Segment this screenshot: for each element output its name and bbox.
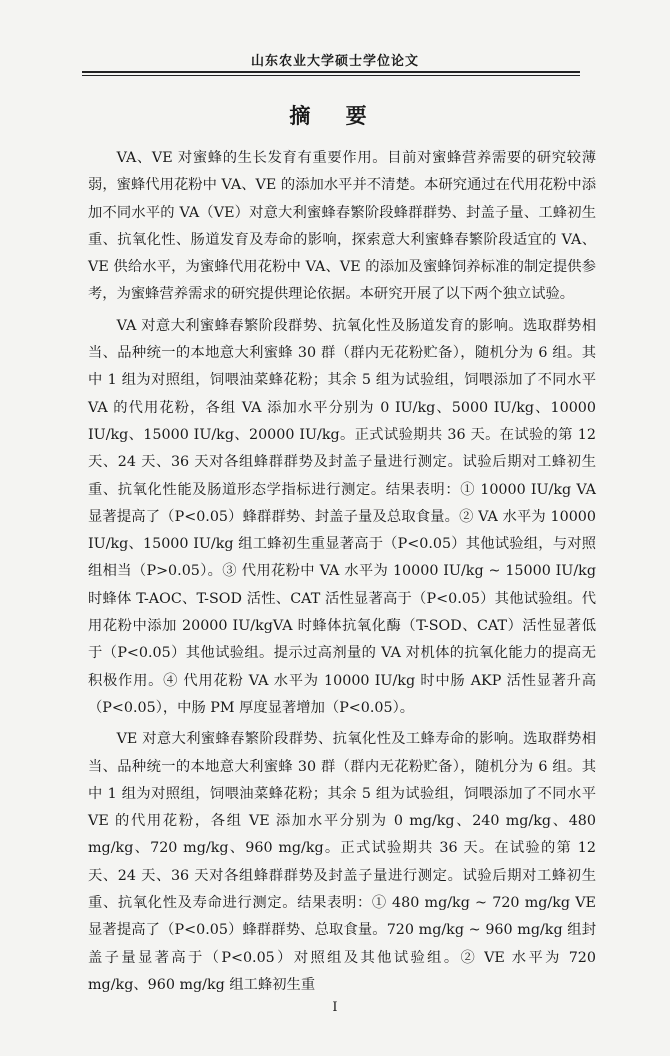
header-rule-thick [82, 71, 580, 73]
abstract-paragraph-ve-experiment: VE 对意大利蜜蜂春繁阶段群势、抗氧化性及工蜂寿命的影响。选取群势相当、品种统一的本地意大利蜜蜂 30 群（群内无花粉贮备），随机分为 6 组。其中 1 组为对照组，饲喂油菜蜂花粉；其余 5 组为试验组，饲喂添加了不同水平 VE 的代用花粉，各组 VE 添加水平分别为 0 mg/kg、240 mg/kg、480 mg/kg、720 mg/kg、960 mg/kg。正式试验期共 36 天。在试验的第 12 天、24 天、36 天对各组蜂群群势及封盖子量进行测定。试验后期对工蜂初生重、抗氧化性及寿命进行测定。结果表明：① 480 mg/kg ~ 720 mg/kg VE 显著提高了（P<0.05）蜂群群势、总取食量。720 mg/kg ~ 960 mg/kg 组封盖子量显著高于（P<0.05）对照组及其他试验组。② VE 水平为 720 mg/kg、960 mg/kg 组工蜂初生重 [88, 731, 596, 993]
header-rule-thin [82, 75, 580, 76]
running-header: 山东农业大学硕士学位论文 [250, 54, 419, 69]
abstract-body [88, 145, 596, 1003]
page-number: I [332, 1000, 338, 1015]
abstract-paragraph-va-experiment: VA 对意大利蜜蜂春繁阶段群势、抗氧化性及肠道发育的影响。选取群势相当、品种统一的本地意大利蜜蜂 30 群（群内无花粉贮备），随机分为 6 组。其中 1 组为对照组，饲喂油菜蜂花粉；其余 5 组为试验组，饲喂添加了不同水平 VA 的代用花粉，各组 VA 添加水平分别为 0 IU/kg、5000 IU/kg、10000 IU/kg、15000 IU/kg、20000 IU/kg。正式试验期共 36 天。在试验的第 12 天、24 天、36 天对各组蜂群群势及封盖子量进行测定。试验后期对工蜂初生重、抗氧化性能及肠道形态学指标进行测定。结果表明：① 10000 IU/kg VA 显著提高了（P<0.05）蜂群群势、封盖子量及总取食量。② VA 水平为 10000 IU/kg、15000 IU/kg 组工蜂初生重显著高于（P<0.05）其他试验组，与对照组相当（P>0.05）。③ 代用花粉中 VA 水平为 10000 IU/kg ~ 15000 IU/kg 时蜂体 T-AOC、T-SOD 活性、CAT 活性显著高于（P<0.05）其他试验组。代用花粉中添加 20000 IU/kgVA 时蜂体抗氧化酶（T-SOD、CAT）活性显著低于（P<0.05）其他试验组。提示过高剂量的 VA 对机体的抗氧化能力的提高无积极作用。④ 代用花粉 VA 水平为 10000 IU/kg 时中肠 AKP 活性显著升高（P<0.05），中肠 PM 厚度显著增加（P<0.05）。 [88, 317, 596, 716]
abstract-title: 摘 要 [289, 103, 381, 128]
abstract-paragraph-intro: VA、VE 对蜜蜂的生长发育有重要作用。目前对蜜蜂营养需要的研究较薄弱，蜜蜂代用花粉中 VA、VE 的添加水平并不清楚。本研究通过在代用花粉中添加不同水平的 VA（VE）对意大利蜜蜂春繁阶段蜂群群势、封盖子量、工蜂初生重、抗氧化性、肠道发育及寿命的影响，探索意大利蜜蜂春繁阶段适宜的 VA、VE 供给水平，为蜜蜂代用花粉中 VA、VE 的添加及蜜蜂饲养标准的制定提供参考，为蜜蜂营养需求的研究提供理论依据。本研究开展了以下两个独立试验。 [88, 150, 596, 303]
